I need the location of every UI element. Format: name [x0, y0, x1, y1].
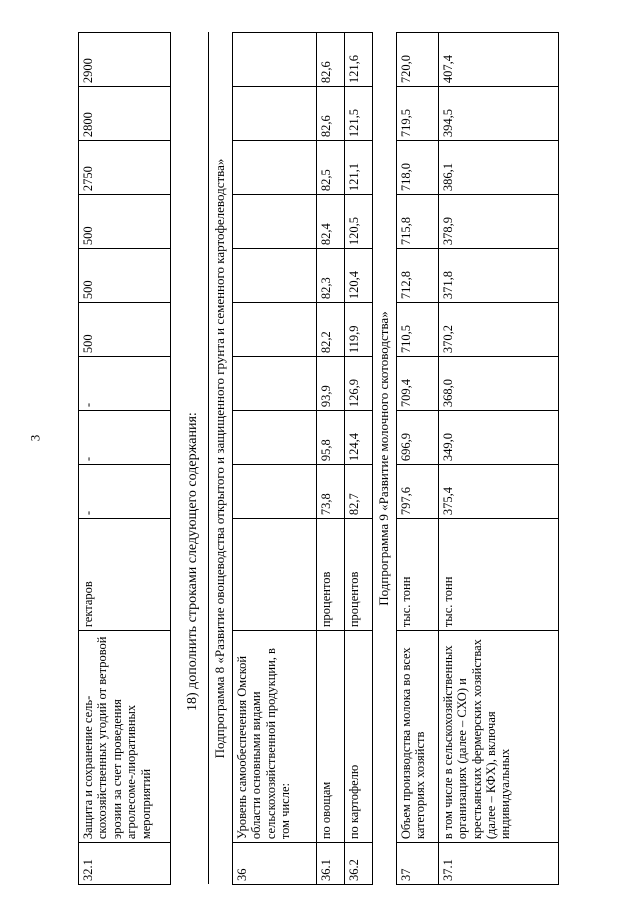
value-cell: 73,8	[316, 465, 344, 519]
row-number: 36.1	[316, 843, 344, 885]
value-cell	[232, 195, 316, 249]
value-cell: 349,0	[438, 411, 558, 465]
indicator-name: по овощам	[316, 631, 344, 843]
value-cell: 394,5	[438, 87, 558, 141]
value-cell: 710,5	[396, 303, 438, 357]
subprogram-9-title: Подпрограмма 9 «Развитие молочного скотоводства»	[372, 33, 396, 885]
value-cell: 500	[79, 249, 171, 303]
value-cell	[232, 411, 316, 465]
value-cell: 368,0	[438, 357, 558, 411]
value-cell: 119,9	[344, 303, 372, 357]
value-cell: 121,5	[344, 87, 372, 141]
value-cell: 718,0	[396, 141, 438, 195]
value-cell: 500	[79, 303, 171, 357]
table-row	[232, 33, 316, 885]
unit-cell: тыс. тонн	[396, 519, 438, 631]
value-cell: 82,5	[316, 141, 344, 195]
table-row	[79, 33, 171, 885]
table-row	[438, 33, 558, 885]
value-cell: 375,4	[438, 465, 558, 519]
value-cell	[232, 465, 316, 519]
value-cell: -	[79, 357, 171, 411]
value-cell: 2750	[79, 141, 171, 195]
indicator-name: Уровень самообеспечения Омской области основными видами сельскохозяйственной продукции, в том числе:	[232, 631, 316, 843]
row-number: 37	[396, 843, 438, 885]
indicator-name: Защита и сохранение сель-скохозяйственных угодий от ветровой эрозии за счет проведения агролесоме-лиоративных мероприятий	[79, 631, 171, 843]
value-cell: 82,7	[344, 465, 372, 519]
table-row	[396, 33, 438, 885]
indicator-name: Объем производства молока во всех категориях хозяйств	[396, 631, 438, 843]
page-number: 3	[27, 434, 43, 442]
value-cell: 93,9	[316, 357, 344, 411]
value-cell: -	[79, 411, 171, 465]
value-cell: 386,1	[438, 141, 558, 195]
table-row	[344, 33, 372, 885]
value-cell: 709,4	[396, 357, 438, 411]
value-cell: 120,5	[344, 195, 372, 249]
indicator-name: в том числе в сельскохозяйственных организациях (далее – СХО) и крестьянских фермерских хозяйствах (далее – КФХ), включая индивидуальных	[438, 631, 558, 843]
value-cell: 82,6	[316, 87, 344, 141]
section-row	[372, 33, 396, 885]
value-cell: 500	[79, 195, 171, 249]
value-cell: 715,8	[396, 195, 438, 249]
value-cell: 797,6	[396, 465, 438, 519]
row-number: 36.2	[344, 843, 372, 885]
amendment-text: 18) дополнить строками следующего содержания:	[185, 412, 200, 711]
value-cell: -	[79, 465, 171, 519]
value-cell	[232, 357, 316, 411]
unit-cell	[232, 519, 316, 631]
value-cell: 82,3	[316, 249, 344, 303]
value-cell: 696,9	[396, 411, 438, 465]
value-cell: 120,4	[344, 249, 372, 303]
value-cell: 121,6	[344, 33, 372, 87]
value-cell: 121,1	[344, 141, 372, 195]
value-cell: 95,8	[316, 411, 344, 465]
table-top	[78, 32, 171, 885]
value-cell: 82,6	[316, 33, 344, 87]
unit-cell: гектаров	[79, 519, 171, 631]
section-row	[209, 33, 233, 885]
value-cell: 720,0	[396, 33, 438, 87]
value-cell: 371,8	[438, 249, 558, 303]
value-cell: 2800	[79, 87, 171, 141]
unit-cell: процентов	[344, 519, 372, 631]
value-cell	[232, 33, 316, 87]
value-cell: 124,4	[344, 411, 372, 465]
value-cell: 2900	[79, 33, 171, 87]
unit-cell: процентов	[316, 519, 344, 631]
table-bottom	[208, 32, 559, 885]
value-cell	[232, 141, 316, 195]
indicator-name: по картофелю	[344, 631, 372, 843]
value-cell: 370,2	[438, 303, 558, 357]
unit-cell: тыс. тонн	[438, 519, 558, 631]
value-cell: 407,4	[438, 33, 558, 87]
row-number: 37.1	[438, 843, 558, 885]
value-cell: 712,8	[396, 249, 438, 303]
value-cell: 82,2	[316, 303, 344, 357]
table-row	[316, 33, 344, 885]
value-cell: 126,9	[344, 357, 372, 411]
value-cell	[232, 249, 316, 303]
value-cell: 719,5	[396, 87, 438, 141]
value-cell: 82,4	[316, 195, 344, 249]
subprogram-8-title: Подпрограмма 8 «Развитие овощеводства открытого и защищенного грунта и семенного картофелеводства»	[209, 33, 233, 885]
row-number: 36	[232, 843, 316, 885]
value-cell: 378,9	[438, 195, 558, 249]
row-number: 32.1	[79, 843, 171, 885]
value-cell	[232, 303, 316, 357]
value-cell	[232, 87, 316, 141]
